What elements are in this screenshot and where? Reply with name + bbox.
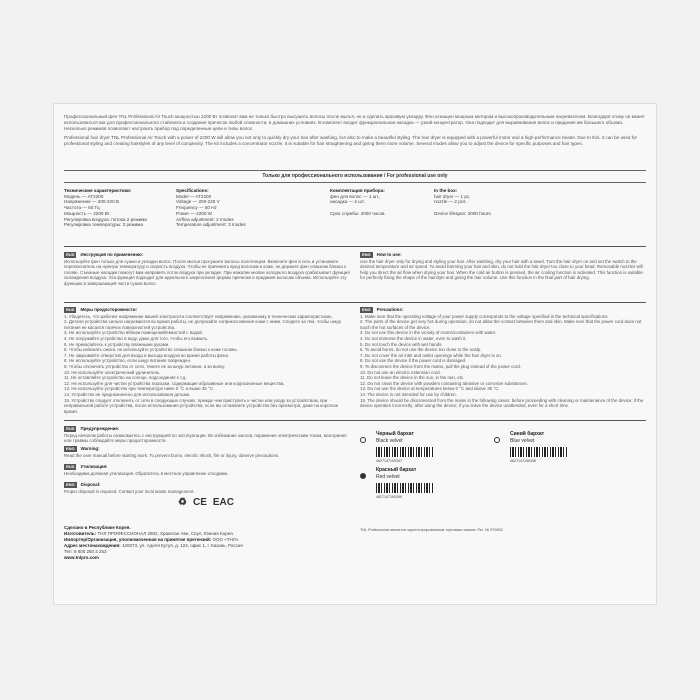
specs-en [176, 188, 246, 228]
usage-ru [64, 252, 350, 287]
safety-item: 4. Не погружайте устройство в воду, даже для того, чтобы его вымыть. [64, 335, 209, 341]
importer: ООО «ТНЛ». [212, 537, 240, 542]
divider [64, 420, 646, 421]
kit-ru [330, 188, 386, 217]
eac-mark-icon: EAC [212, 497, 234, 508]
safety-item: 8. Do not use the device if the power cord is damaged. [360, 358, 467, 364]
usage-ru-text: Используйте фен только для сушки и укладки волос. После мытья просушите волосы полотенцем. Включите фен в сеть и установите переключатель на нужную температуру и скорость воздуха. Чтобы не причинить вред волосам и коже, не держите фен слишком близко к голове. Съемные насадки помогут вам направить поток воздуха при укладке. При нажатии кнопки холодного воздуха срабатывает функция охлаждения воздуха. Эта функция подходит для идеального закрепления формы прически и придания волосам объема. Используйте эту функцию в завершающей части сушки волос. [64, 258, 350, 286]
lifespan-ru: Срок службы: 2000 часов. [330, 211, 386, 217]
certification-marks [178, 497, 234, 509]
disposal-ru-title: Утилизация: [80, 464, 108, 469]
lang-tag: RUS [66, 307, 75, 313]
safety-item: 10. Не используйте электрический удлинитель. [64, 369, 161, 375]
safety-item: 15. The device should be disconnected from the mains in the following cases: before proceeding with cleaning or maintenance of the device; if the device operates incorrectly; after using the device; if you leave the device unattended, even for a short time. [360, 397, 644, 409]
spec-line: Модель — AT2200 [64, 193, 104, 199]
divider [64, 246, 646, 247]
lang-tag: ENG [362, 252, 371, 258]
kit-line: фен для волос — 1 шт., [330, 193, 381, 199]
kit-line: nozzle — 2 pcs. [434, 199, 467, 205]
disposal-en-text: Proper disposal is required. Contact your local waste management. [64, 488, 195, 494]
warning-en-title: Warning: [80, 446, 100, 451]
safety-item: 11. Do not leave the device in the sun, in the rain, etc. [360, 375, 465, 381]
lang-tag: RUS [66, 252, 75, 258]
lang-tag: RUS [66, 426, 75, 432]
intro-ru: Профессиональный фен TNL Professional Air Touch мощностью 2200 Вт позволит вам не только быстро высушить волосы после мытья, но и сделать красивую укладку. Фен оснащен мощным мотором и высокопроизводительным нагревателем. Благодаря этому он может использоваться как для профессионального стайлинга и создания причесок любой сложности, в домашних условиях. В комплект входит функциональная насадка — узкий концентратор. Она подходит для выравнивания волос и придания им большего объема. Несколько режимов позволяют настроить прибор под определенные цели и типы волос. [64, 114, 645, 131]
warning-ru-title: Предупреждение: [80, 426, 120, 431]
kit-line: насадка — 2 шт. [330, 199, 365, 205]
specs-ru [64, 188, 147, 228]
safety-ru-title: Меры предосторожности: [80, 307, 138, 312]
safety-item: 7. Do not cover the air inlet and outlet openings while the hair dryer is on. [360, 352, 503, 358]
disposal-en [64, 482, 350, 494]
warning-en-text: Read the user manual before starting work. To prevent burns, electric shock, fire or injury, observe precautions. [64, 452, 280, 458]
intro [64, 114, 646, 150]
spec-line: Регулировка температуры: 3 режима [64, 222, 143, 228]
divider [64, 302, 646, 303]
intro-en: Professional hair dryer TNL Professional Air Touch with a power of 2200 W will allow you not only to quickly dry your hair after washing, but also to make a beautiful styling. The hair dryer is equipped with a powerful motor and a high-performance heater. Due to this, it can be used for professional styling and creating hairstyles of any level of complexity. The kit includes a concentrator nozzle. It is suitable for hair straightening and giving them more volume. Several modes allow you to adjust the device for specific purposes and hair types. [64, 135, 638, 146]
usage-en-title: How to use: [376, 252, 402, 257]
safety-item: 13. Не используйте устройство при температуре ниже 0 °С и выше 35 °С. [64, 386, 215, 392]
color-variant-black: Черный бархат Black velvet 4627147150397 [360, 431, 414, 445]
warning-ru [64, 426, 350, 444]
spec-line: Power — 2200 W [176, 210, 212, 216]
barcode-icon [510, 447, 568, 457]
spec-line: Temperature adjustment: 3 modes [176, 222, 246, 228]
specs-en-title: Specifications: [176, 188, 209, 193]
safety-item: 12. Do not clean the device with powders containing abrasive or corrosive substances. [360, 380, 528, 386]
color-variant-red: Красный бархат Red velvet 4627147150399 [360, 467, 416, 481]
usage-en [360, 252, 648, 281]
specs-ru-title: Технические характеристики: [64, 188, 132, 193]
swatch-icon [494, 437, 500, 443]
safety-item: 14. Устройство не предназначено для использования детьми. [64, 391, 191, 397]
lang-tag: ENG [66, 482, 75, 488]
safety-item: 4. Do not immerse the device in water, even to wash it. [360, 335, 467, 341]
safety-item: 14. The device is not intended for use by children. [360, 391, 457, 397]
kit-en-title: In the box: [434, 188, 458, 193]
ce-mark-icon: CE [192, 497, 207, 508]
warning-en [64, 446, 350, 458]
color-variant-blue: Синий бархат Blue velvet 4627147150398 [494, 431, 544, 445]
spec-line: Model — AT2200 [176, 193, 212, 199]
safety-item: 6. Чтобы избежать ожога, не используйте устройство слишком близко к коже головы. [64, 347, 238, 353]
safety-item: 3. Не используйте устройство вблизи помещений/емкостей с водой. [64, 330, 204, 336]
safety-item: 8. Не используйте устройство, если шнур питания поврежден. [64, 358, 192, 364]
safety-ru [64, 307, 350, 414]
swatch-icon [360, 473, 366, 479]
phone: Тел: 8 800 250 3 253 [64, 549, 107, 554]
usage-ru-title: Инструкция по применению: [80, 252, 144, 257]
safety-item: 13. Do not use the device at temperatures below 0 °C and above 35 °C. [360, 386, 500, 392]
safety-item: 3. Do not use this device in the vicinity of rooms/containers with water. [360, 330, 497, 336]
kit-line: hair dryer — 1 pc, [434, 193, 471, 199]
spec-line: Частота — 50 Гц [64, 205, 100, 211]
spec-line: Напряжение — 200-220 В [64, 199, 119, 205]
safety-en-title: Precautions: [376, 307, 404, 312]
barcode-number: 4627147150397 [376, 459, 402, 463]
trademark-note: TNL Professional является зарегистрированным торговым знаком. Рег. № 579852 [360, 528, 503, 532]
manufacturer-info: Сделано в Республике Корея. Изготовитель: ТНЛ ПРОФЕССИОНАЛ 2902, Хрангсан Аве, Сеул, Южная Корея. Импортер/Организация, уполномоченная на принятие претензий: ООО «ТНЛ». Адрес местонахождения: 420073, ул. Аделя Кутуя, д. 124, офис 1, г. Казань, Россия Тел: 8 800 250 3 253 www.tnlpro.com [64, 525, 243, 560]
lang-tag: ENG [362, 307, 371, 313]
barcode-number: 4627147150399 [376, 495, 402, 499]
safety-item: 1. Убедитесь, что рабочее напряжение вашей электросети соответствует напряжению, указанному в технических характеристиках. [64, 313, 333, 319]
safety-item: 9. Чтобы отключить устройство от сети, тяните не за шнур питания, а за вилку. [64, 363, 226, 369]
recycle-icon: ♻ [178, 497, 187, 508]
warning-ru-text: Перед началом работы ознакомьтесь с инструкцией по эксплуатации. Во избежание ожогов, поражения электрическим током, возгорания или травмы соблюдайте меры предосторожности. [64, 432, 347, 444]
safety-item: 5. Do not touch the device with wet hands. [360, 341, 443, 347]
lang-tag: ENG [66, 446, 75, 452]
spec-line: Frequency — 50 Hz [176, 205, 217, 211]
manufacturer: ТНЛ ПРОФЕССИОНАЛ 2902, Хрангсан Аве, Сеул, Южная Корея. [97, 531, 234, 536]
safety-item: 11. Не оставляйте устройство на солнце, подсоединяя к т.д. [64, 375, 187, 381]
website: www.tnlpro.com [64, 555, 99, 560]
safety-item: 6. To avoid burns, do not use the device too close to the scalp. [360, 347, 482, 353]
safety-item: 15. Устройство следует отключить от сети в следующих случаях: прежде чем приступить к чистке или уходу за устройством, при неправильной работе устройства, после использования устройства; если вы оставляете устройство без присмотра, даже на короткое время. [64, 397, 339, 414]
instruction-sheet [53, 103, 657, 605]
disposal-ru-text: Необходима должная утилизация. Обратитесь в местное управление отходами. [64, 470, 229, 476]
safety-item: 1. Make sure that the operating voltage of your power supply corresponds to the voltage specified in the technical specifications. [360, 313, 609, 319]
kit-en [434, 188, 492, 217]
pro-use-banner: Только для профессионального использования / For professional use only [64, 170, 646, 183]
address: 420073, ул. Аделя Кутуя, д. 124, офис 1, г. Казань, Россия [121, 543, 243, 548]
safety-item: 12. Не используйте для чистки устройства порошки, содержащие абразивные или коррозионные вещества. [64, 380, 285, 386]
safety-item: 7. Не закрывайте отверстия для входа и выхода воздуха во время работы фена. [64, 352, 230, 358]
barcode-icon [376, 483, 434, 493]
disposal-en-title: Disposal: [80, 482, 101, 487]
spec-line: Voltage — 200-220 V [176, 199, 220, 205]
kit-ru-title: Комплектация прибора: [330, 188, 385, 193]
safety-en [360, 307, 648, 409]
swatch-icon [360, 437, 366, 443]
barcode-icon [376, 447, 434, 457]
usage-en-text: Use the hair dryer only for drying and styling your hair. After washing, dry your hair with a towel. Turn the hair dryer on and set the switch to the desired temperature and air speed. To avoid harming your hair and skin, do not hold the hair dryer too close to your head. Removable nozzles will help you direct the air flow when drying your hair. When the cold air button is pressed, the air cooling function is activated. This function is suitable for perfectly fixing the shape of the hairstyle and giving the hair volume. Use this function in the final part of hair drying. [360, 258, 643, 281]
safety-item: 9. To disconnect the device from the mains, pull the plug instead of the power cord. [360, 363, 522, 369]
spec-line: Airflow adjustment: 2 modes [176, 216, 234, 222]
barcode-number: 4627147150398 [510, 459, 536, 463]
safety-item: 2. The parts of the device get very hot during operation, do not allow the contact between them and skin. Make sure that the power cord does not touch the hot surfaces of the device. [360, 319, 642, 330]
lang-tag: RUS [66, 464, 75, 470]
made-in: Сделано в Республике Корея. [64, 525, 131, 530]
safety-item: 10. Do not use an electric extension cord. [360, 369, 441, 375]
lifespan-en: Device lifespan: 2000 hours. [434, 211, 492, 217]
safety-item: 2. Детали устройства сильно нагреваются во время работы, не допускайте соприкосновения кожи с ними. Следите за тем, чтобы шнур питания не касался горячих поверхностей устройства. [64, 319, 341, 330]
disposal-ru [64, 464, 350, 476]
spec-line: Мощность — 2200 Вт [64, 210, 110, 216]
safety-item: 5. Не прикасайтесь к устройству влажными руками. [64, 341, 170, 347]
spec-line: Регулировка воздуха: потока 2 режима [64, 216, 147, 222]
